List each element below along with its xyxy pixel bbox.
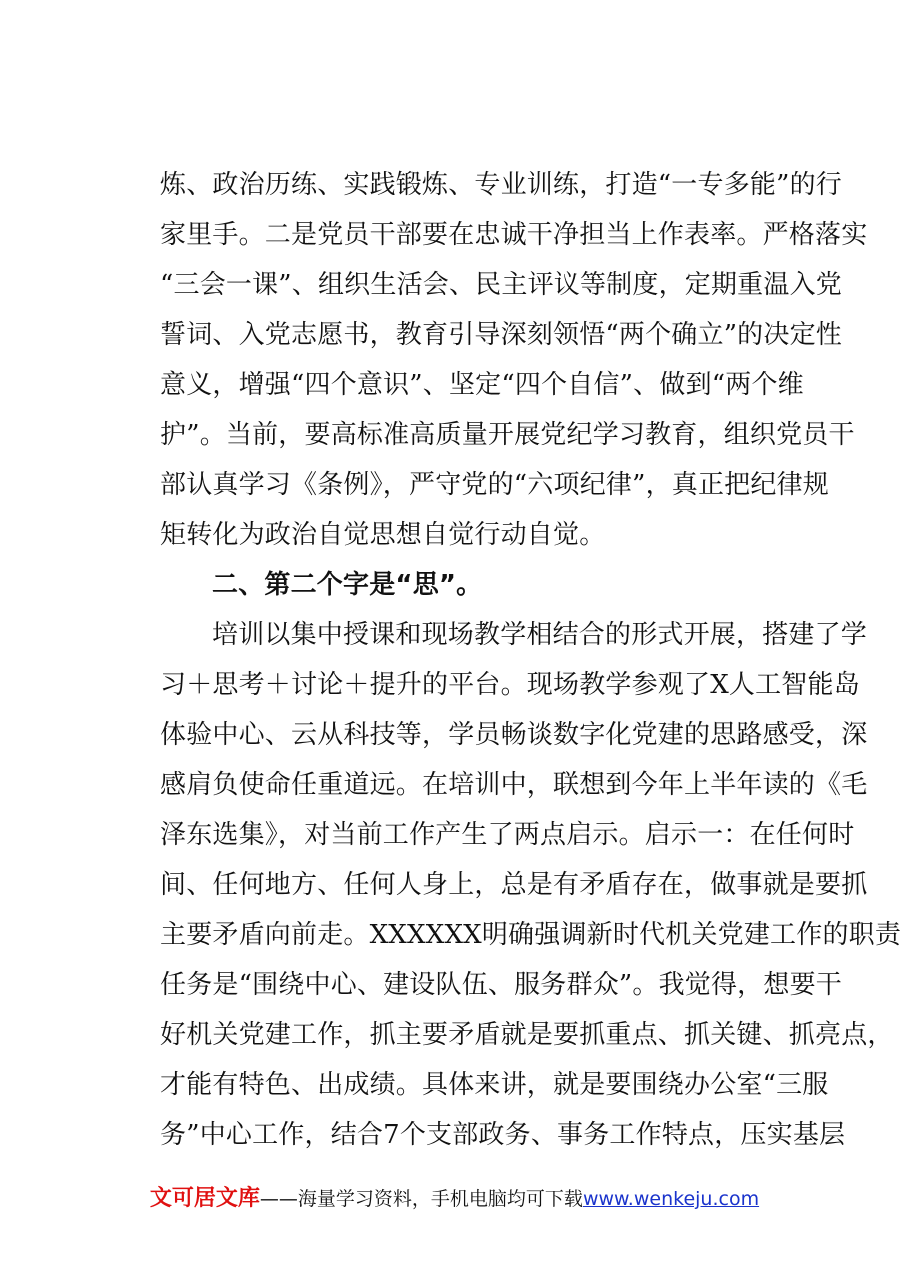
text-line: 炼、政治历练、实践锻炼、专业训练，打造“一专多能”的行 [160, 170, 842, 200]
text-line: 矩转化为政治自觉思想自觉行动自觉。 [160, 520, 606, 550]
text-line: 意义，增强“四个意识”、坚定“四个自信”、做到“两个维 [160, 370, 804, 400]
text-line: 才能有特色、出成绩。具体来讲，就是要围绕办公室“三服 [160, 1070, 829, 1100]
text-line: 誓词、入党志愿书，教育引导深刻领悟“两个确立”的决定性 [160, 320, 842, 350]
text-line: 任务是“围绕中心、建设队伍、服务群众”。我觉得，想要干 [160, 970, 842, 1000]
footer-url-link[interactable]: www.wenkeju.com [582, 1188, 760, 1210]
section-heading: 二、第二个字是“思”。 [212, 570, 483, 600]
text-line: 家里手。二是党员干部要在忠诚干净担当上作表率。严格落实 [160, 220, 868, 250]
footer-tagline: ——海量学习资料，手机电脑均可下载 [259, 1188, 583, 1210]
text-line: 部认真学习《条例》，严守党的“六项纪律”，真正把纪律规 [160, 470, 829, 500]
footer-banner [0, 1181, 909, 1212]
text-line: “三会一课”、组织生活会、民主评议等制度，定期重温入党 [160, 270, 842, 300]
text-line: 务”中心工作，结合7个支部政务、事务工作特点，压实基层 [160, 1120, 846, 1150]
text-line: 主要矛盾向前走。XXXXXX明确强调新时代机关党建工作的职责 [160, 920, 902, 950]
footer-brand: 文可居文库 [149, 1186, 260, 1211]
text-line: 好机关党建工作，抓主要矛盾就是要抓重点、抓关键、抓亮点， [160, 1020, 894, 1050]
text-line: 护”。当前，要高标准高质量开展党纪学习教育，组织党员干 [160, 420, 855, 450]
text-line: 习＋思考＋讨论＋提升的平台。现场教学参观了X人工智能岛 [160, 670, 860, 700]
text-line: 体验中心、云从科技等，学员畅谈数字化党建的思路感受，深 [160, 720, 868, 750]
text-line: 间、任何地方、任何人身上，总是有矛盾存在，做事就是要抓 [160, 870, 868, 900]
document-body [160, 160, 902, 1160]
text-line: 泽东选集》，对当前工作产生了两点启示。启示一：在任何时 [160, 820, 855, 850]
text-line: 感肩负使命任重道远。在培训中，联想到今年上半年读的《毛 [160, 770, 868, 800]
paragraph-first-line: 培训以集中授课和现场教学相结合的形式开展，搭建了学 [212, 620, 868, 650]
